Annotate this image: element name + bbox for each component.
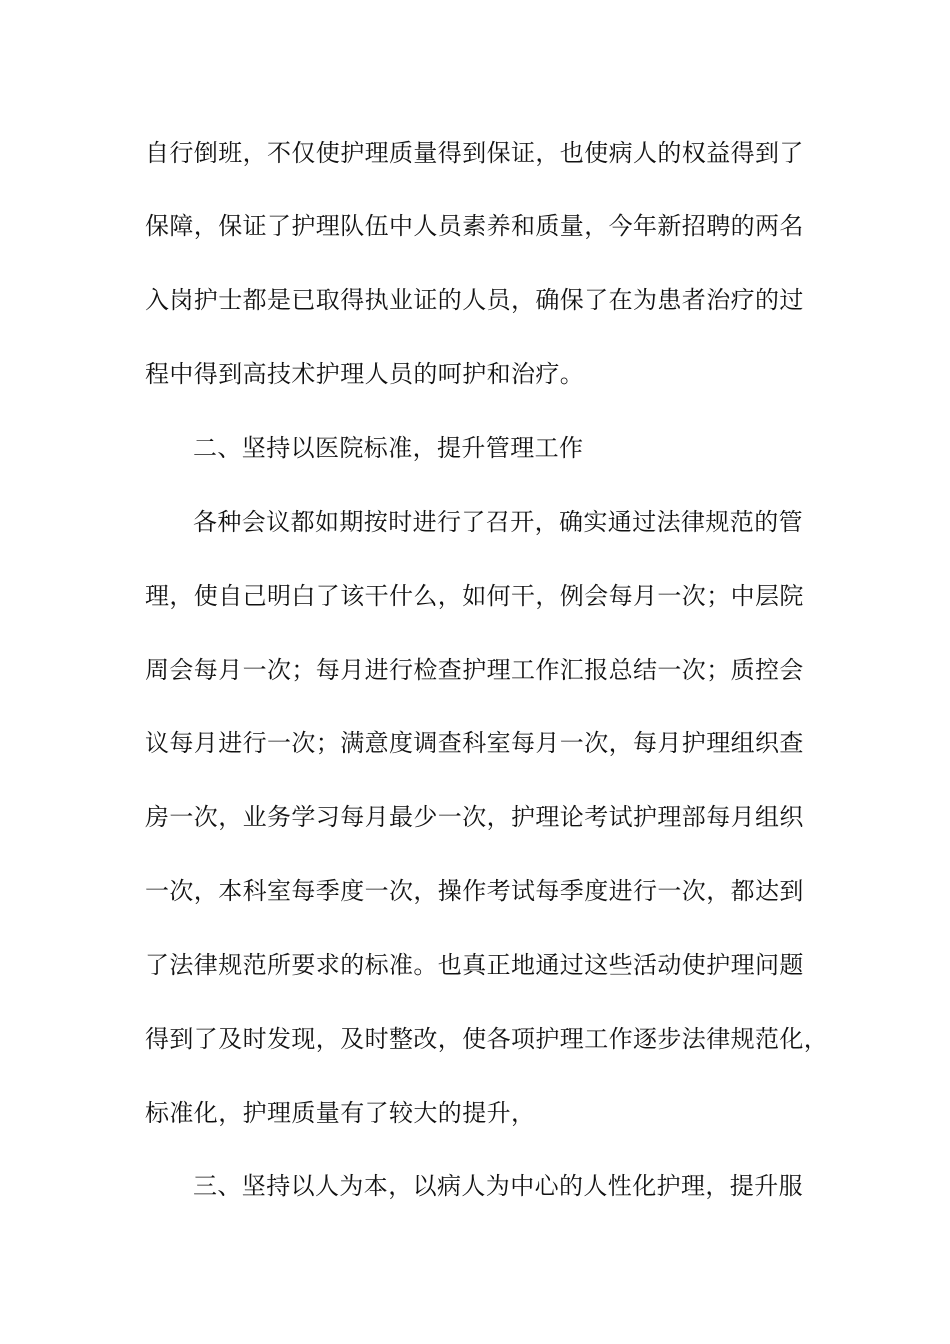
text-line: 理，使自己明白了该干什么，如何干，例会每月一次；中层院: [145, 582, 804, 610]
text-line: 了法律规范所要求的标准。也真正地通过这些活动使护理问题: [145, 951, 804, 979]
text-line: 标准化，护理质量有了较大的提升，: [145, 1099, 536, 1127]
text-line: 房一次，业务学习每月最少一次，护理论考试护理部每月组织: [145, 803, 804, 831]
paragraph-start-line: 各种会议都如期按时进行了召开，确实通过法律规范的管: [193, 508, 803, 536]
text-line: 保障，保证了护理队伍中人员素养和质量，今年新招聘的两名: [145, 212, 804, 240]
section-heading: 三、坚持以人为本，以病人为中心的人性化护理，提升服: [193, 1172, 803, 1200]
text-line: 自行倒班，不仅使护理质量得到保证，也使病人的权益得到了: [145, 139, 804, 167]
text-line: 周会每月一次；每月进行检查护理工作汇报总结一次；质控会: [145, 656, 804, 684]
text-line: 入岗护士都是已取得执业证的人员，确保了在为患者治疗的过: [145, 286, 804, 314]
text-line: 议每月进行一次；满意度调查科室每月一次，每月护理组织查: [145, 729, 804, 757]
section-heading: 二、坚持以医院标准，提升管理工作: [193, 434, 584, 462]
text-line: 程中得到高技术护理人员的呵护和治疗。: [145, 360, 585, 388]
text-line: 一次，本科室每季度一次，操作考试每季度进行一次，都达到: [145, 877, 804, 905]
text-line: 得到了及时发现，及时整改，使各项护理工作逐步法律规范化，: [145, 1025, 829, 1053]
